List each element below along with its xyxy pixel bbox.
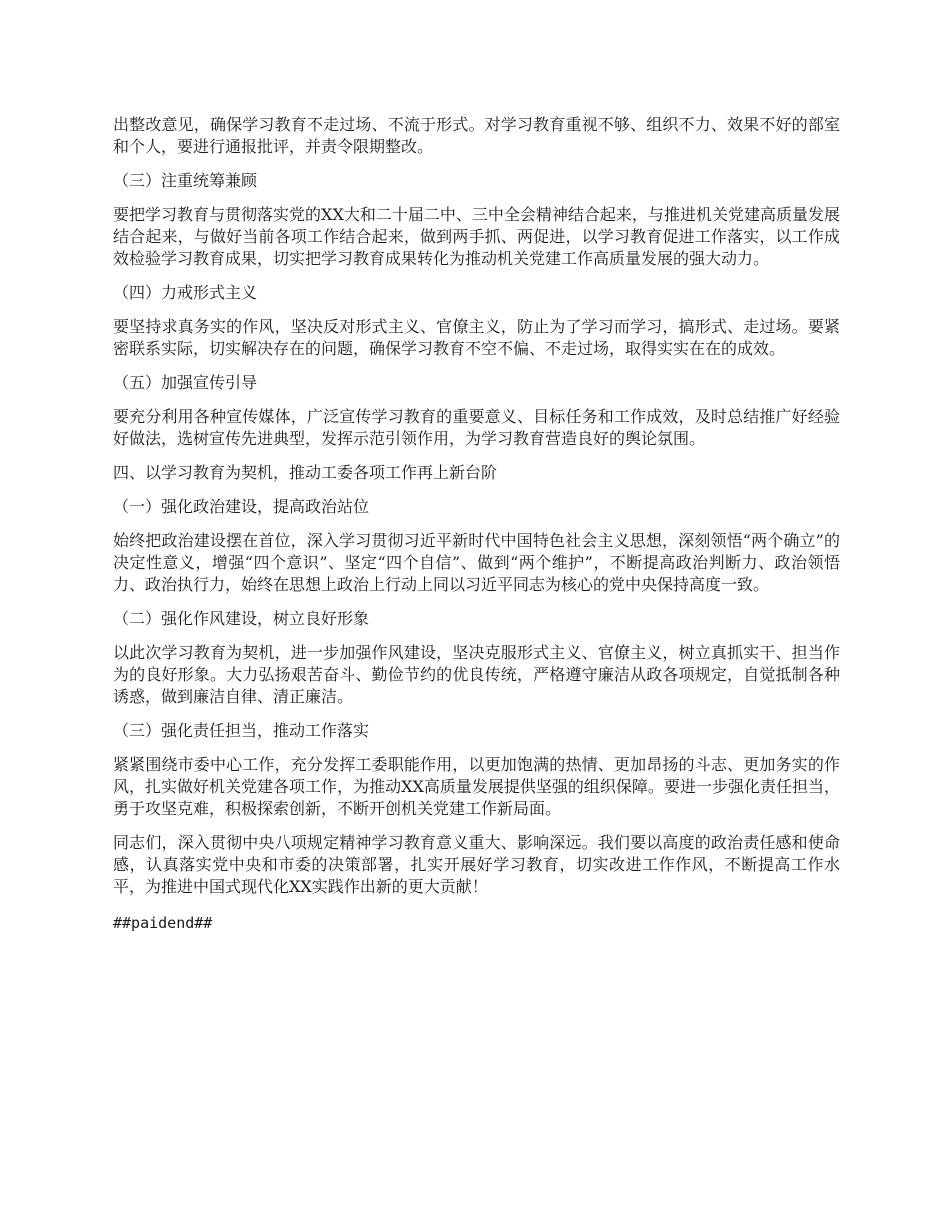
paragraph-publicity: 要充分利用各种宣传媒体，广泛宣传学习教育的重要意义、目标任务和工作成效，及时总结推广好经验好做法，选树宣传先进典型，发挥示范引领作用，为学习教育营造良好的舆论氛围。 [113,407,840,448]
section-heading-political: （一）强化政治建设，提高政治站位 [113,497,370,516]
section-heading-publicity: （五）加强宣传引导 [113,373,258,392]
chapter-heading-four: 四、以学习教育为契机，推动工委各项工作再上新台阶 [113,463,498,482]
paragraph-political: 始终把政治建设摆在首位，深入学习贯彻习近平新时代中国特色社会主义思想，深刻领悟“两个确立”的决定性意义，增强“四个意识”、坚定“四个自信”、做到“两个维护”，不断提高政治判断力、政治领悟力、政治执行力，始终在思想上政治上行动上同以习近平同志为核心的党中央保持高度一致。 [113,531,840,594]
section-heading-style: （二）强化作风建设，树立良好形象 [113,609,370,628]
section-heading-formalism: （四）力戒形式主义 [113,283,258,302]
paragraph-coordination: 要把学习教育与贯彻落实党的XX大和二十届二中、三中全会精神结合起来，与推进机关党建高质量发展结合起来，与做好当前各项工作结合起来，做到两手抓、两促进，以学习教育促进工作落实，以工作成效检验学习教育成果，切实把学习教育成果转化为推动机关党建工作高质量发展的强大动力。 [113,205,840,268]
paragraph-formalism: 要坚持求真务实的作风，坚决反对形式主义、官僚主义，防止为了学习而学习，搞形式、走过场。要紧密联系实际，切实解决存在的问题，确保学习教育不空不偏、不走过场，取得实实在在的成效。 [113,317,840,358]
paragraph-style: 以此次学习教育为契机，进一步加强作风建设，坚决克服形式主义、官僚主义，树立真抓实干、担当作为的良好形象。大力弘扬艰苦奋斗、勤俭节约的优良传统，严格遵守廉洁从政各项规定，自觉抵制各种诱惑，做到廉洁自律、清正廉洁。 [113,643,840,706]
paragraph-responsibility: 紧紧围绕市委中心工作，充分发挥工委职能作用，以更加饱满的热情、更加昂扬的斗志、更加务实的作风，扎实做好机关党建各项工作，为推动XX高质量发展提供坚强的组织保障。要进一步强化责任担当，勇于攻坚克难，积极探索创新，不断开创机关党建工作新局面。 [113,755,840,818]
paragraph-closing: 同志们，深入贯彻中央八项规定精神学习教育意义重大、影响深远。我们要以高度的政治责任感和使命感，认真落实党中央和市委的决策部署，扎实开展好学习教育，切实改进工作作风，不断提高工作水平，为推进中国式现代化XX实践作出新的更大贡献！ [113,833,840,896]
end-marker: ##paidend## [113,914,213,932]
section-heading-coordination: （三）注重统筹兼顾 [113,171,258,190]
section-heading-responsibility: （三）强化责任担当，推动工作落实 [113,721,370,740]
document-page [113,114,840,949]
paragraph-rectification: 出整改意见，确保学习教育不走过场、不流于形式。对学习教育重视不够、组织不力、效果不好的部室和个人，要进行通报批评，并责令限期整改。 [113,115,840,156]
